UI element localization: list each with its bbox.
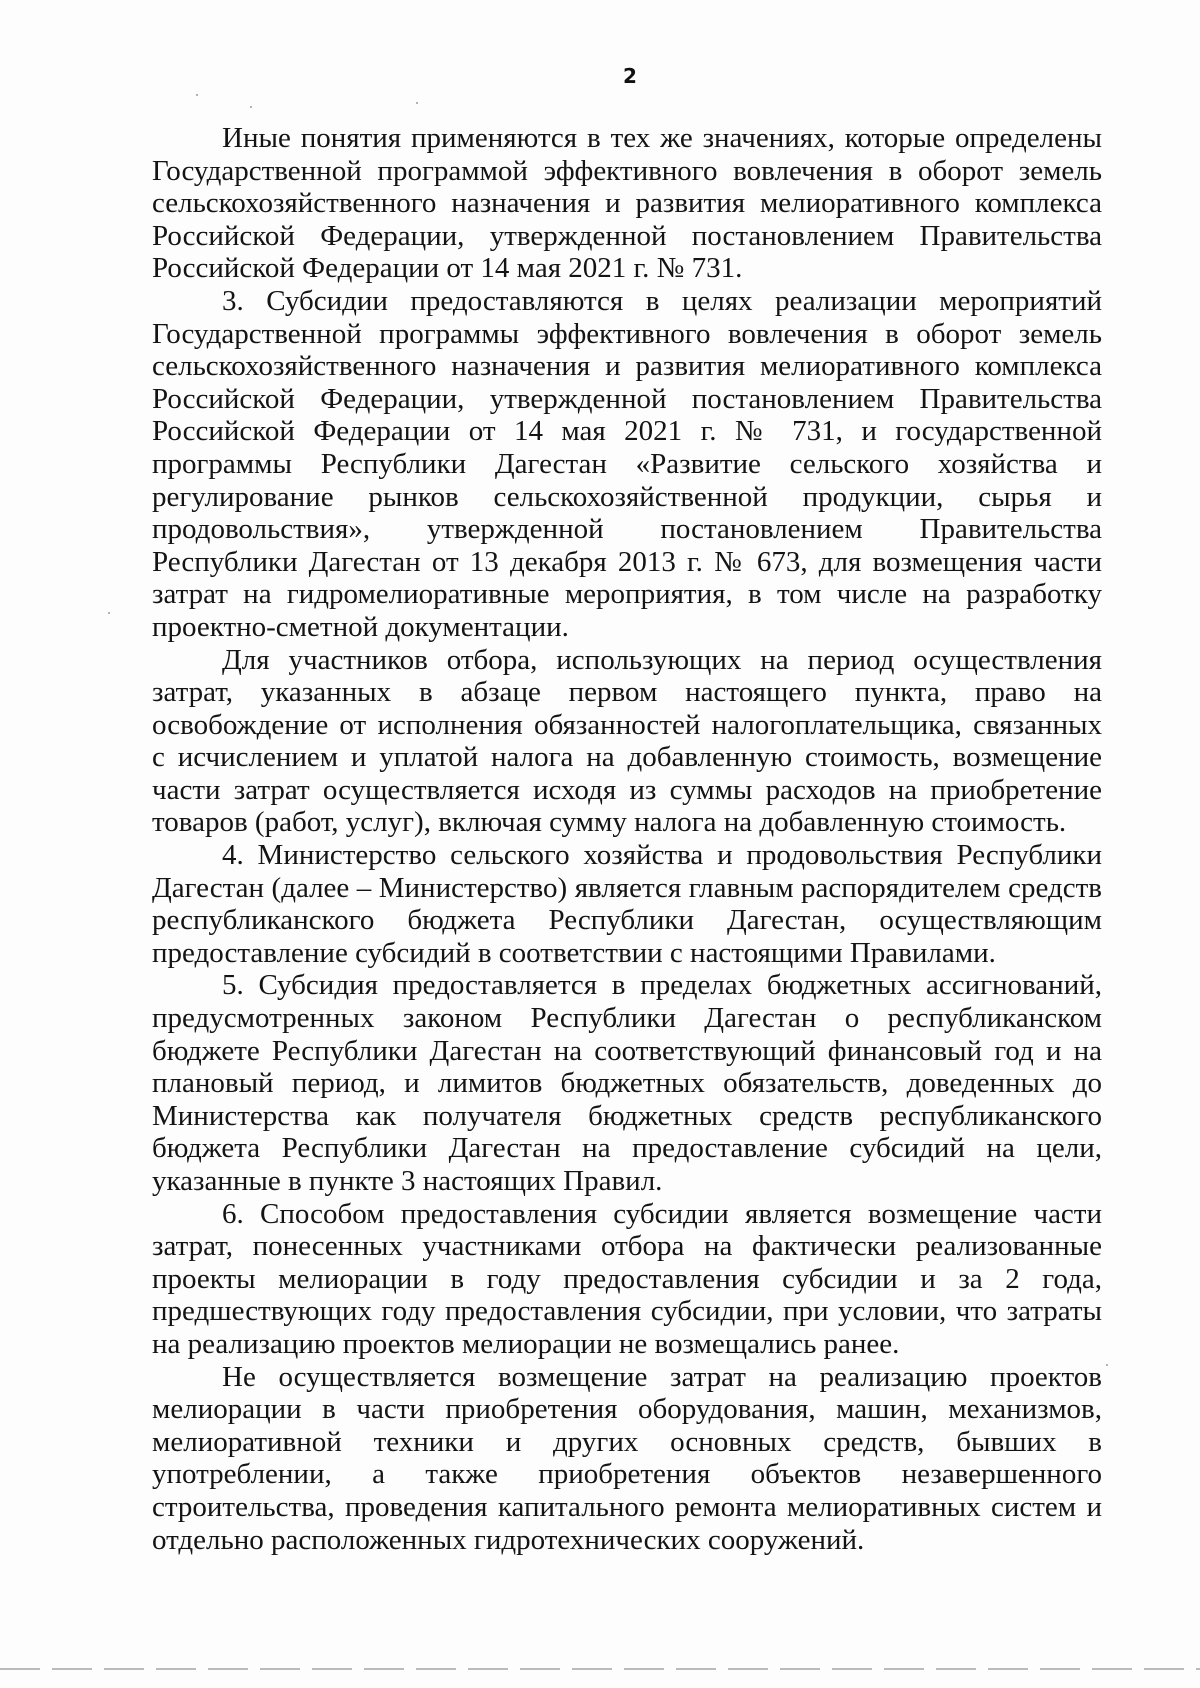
page-number: 2: [623, 64, 637, 88]
scan-speck: [416, 102, 418, 104]
paragraph-exclusions: Не осуществляется возмещение затрат на реализацию проектов мелиорации в части приобретения оборудования, машин, механизмов, мелиоративной техники и других основных средств, бывших в употреблении, а также приобретения объектов незавершенного строительства, проведения капитального ремонта мелиоративных систем и отдельно расположенных гидротехнических сооружений.: [152, 1360, 1102, 1556]
scan-speck: [108, 612, 110, 614]
paragraph-item-3: 3. Субсидии предоставляются в целях реализации мероприятий Государственной программы эффективного вовлечения в оборот земель сельскохозяйственного назначения и развития мелиоративного комплекса Российской Федерации, утвержденной постановлением Правительства Российской Федерации от 14 мая 2021 г. № 731, и государственной программы Республики Дагестан «Развитие сельского хозяйства и регулирование рынков сельскохозяйственной продукции, сырья и продовольствия», утвержденной постановлением Правительства Республики Дагестан от 13 декабря 2013 г. № 673, для возмещения части затрат на гидромелиоративные мероприятия, в том числе на разработку проектно-сметной документации.: [152, 284, 1102, 643]
document-body: [152, 122, 1102, 1556]
paragraph-vat-participants: Для участников отбора, использующих на период осуществления затрат, указанных в абзаце первом настоящего пункта, право на освобождение от исполнения обязанностей налогоплательщика, связанных с исчислением и уплатой налога на добавленную стоимость, возмещение части затрат осуществляется исходя из суммы расходов на приобретение товаров (работ, услуг), включая сумму налога на добавленную стоимость.: [152, 643, 1102, 839]
paragraph-item-5: 5. Субсидия предоставляется в пределах бюджетных ассигнований, предусмотренных законом Республики Дагестан о республиканском бюджете Республики Дагестан на соответствующий финансовый год и на плановый период, и лимитов бюджетных обязательств, доведенных до Министерства как получателя бюджетных средств республиканского бюджета Республики Дагестан на предоставление субсидий на цели, указанные в пункте 3 настоящих Правил.: [152, 969, 1102, 1197]
scan-speck: [196, 94, 198, 96]
scan-bottom-edge: [0, 1668, 1200, 1670]
scan-speck: [1106, 1364, 1108, 1366]
paragraph-item-4: 4. Министерство сельского хозяйства и продовольствия Республики Дагестан (далее – Министерство) является главным распорядителем средств республиканского бюджета Республики Дагестан, осуществляющим предоставление субсидий в соответствии с настоящими Правилами.: [152, 839, 1102, 969]
scan-speck: [250, 106, 252, 108]
paragraph-other-terms: Иные понятия применяются в тех же значениях, которые определены Государственной программой эффективного вовлечения в оборот земель сельскохозяйственного назначения и развития мелиоративного комплекса Российской Федерации, утвержденной постановлением Правительства Российской Федерации от 14 мая 2021 г. № 731.: [152, 122, 1102, 285]
paragraph-item-6: 6. Способом предоставления субсидии является возмещение части затрат, понесенных участниками отбора на фактически реализованные проекты мелиорации в году предоставления субсидии и за 2 года, предшествующих году предоставления субсидии, при условии, что затраты на реализацию проектов мелиорации не возмещались ранее.: [152, 1197, 1102, 1360]
